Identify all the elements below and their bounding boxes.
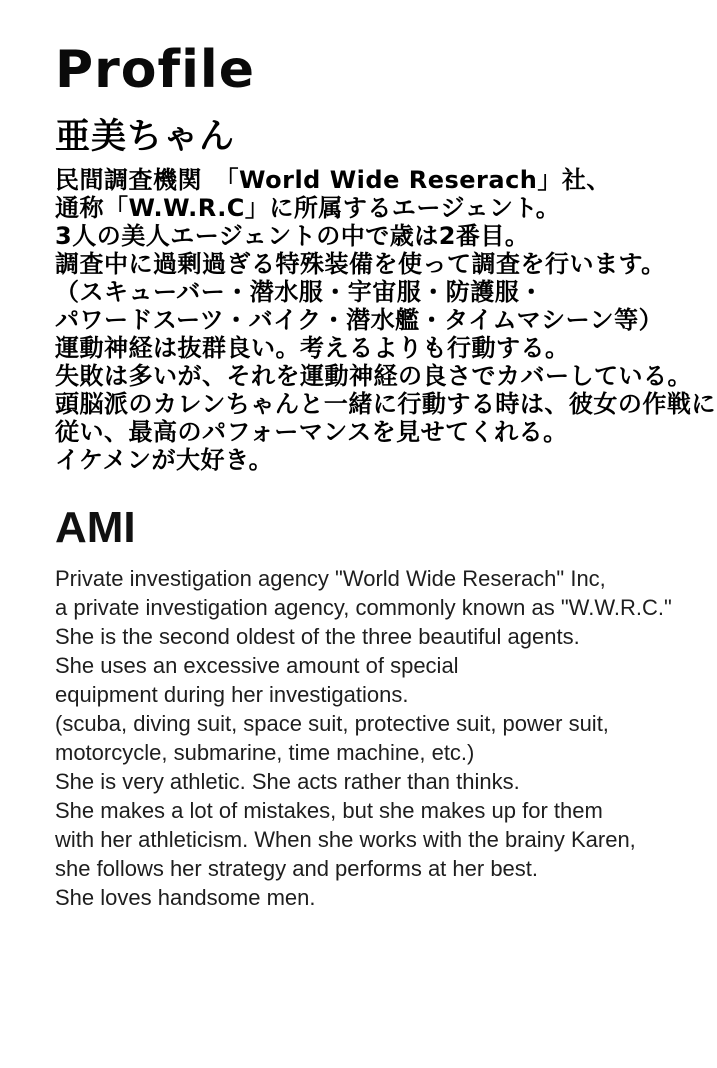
jp-profile-line: パワードスーツ・バイク・潜水艦・タイムマシーン等） [55,305,664,334]
en-profile-line: She loves handsome men. [55,884,316,910]
jp-profile-line: 調査中に過剰過ぎる特殊装備を使って調査を行います。 [55,249,666,278]
en-profile-line: motorcycle, submarine, time machine, etc.) [55,739,475,765]
jp-profile-line: 頭脳派のカレンちゃんと一緒に行動する時は、彼女の作戦に [55,389,716,418]
en-profile-line: She makes a lot of mistakes, but she makes up for them [55,797,603,823]
jp-name-heading: 亜美ちゃん [55,117,236,157]
jp-profile-line: 失敗は多いが、それを運動神経の良さでカバーしている。 [55,361,692,390]
jp-profile-line: イケメンが大好き。 [55,445,274,474]
jp-profile-text [55,166,717,474]
profile-page [0,40,717,1068]
page-title: Profile [55,40,256,100]
jp-profile-line: 民間調査機関 「World Wide Reserach」社、 [55,165,611,194]
en-profile-line: with her athleticism. When she works with the brainy Karen, [55,826,636,852]
japanese-profile-section [0,118,717,474]
en-profile-line: She uses an excessive amount of special [55,652,459,678]
en-profile-line: equipment during her investigations. [55,681,409,707]
en-profile-line: a private investigation agency, commonly known as "W.W.R.C." [55,594,672,620]
en-profile-line: Private investigation agency "World Wide Reserach" Inc, [55,565,606,591]
english-profile-section [0,502,717,912]
jp-profile-line: 従い、最高のパフォーマンスを見せてくれる。 [55,417,568,446]
jp-profile-line: 通称「W.W.R.C」に所属するエージェント。 [55,193,561,222]
jp-profile-line: 3人の美人エージェントの中で歳は2番目。 [55,221,530,250]
en-profile-line: (scuba, diving suit, space suit, protective suit, power suit, [55,710,609,736]
en-profile-line: she follows her strategy and performs at her best. [55,855,539,881]
en-name-heading: AMI [55,502,136,552]
en-profile-line: She is the second oldest of the three beautiful agents. [55,623,580,649]
jp-profile-line: （スキューバー・潜水服・宇宙服・防護服・ [55,277,544,306]
jp-profile-line: 運動神経は抜群良い。考えるよりも行動する。 [55,333,570,362]
en-profile-line: She is very athletic. She acts rather than thinks. [55,768,520,794]
en-profile-text [55,564,717,912]
